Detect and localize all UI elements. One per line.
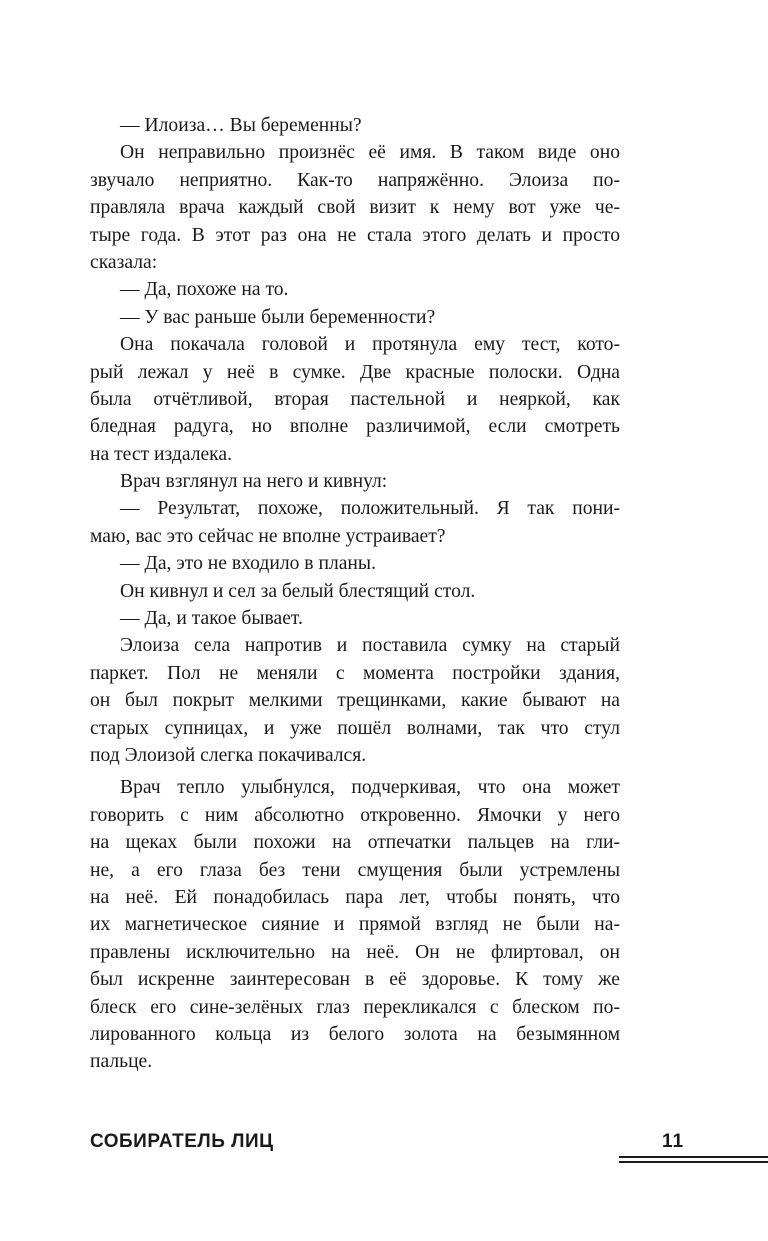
text-line: была отчётливой, вторая пастельной и неяркой, как: [90, 388, 620, 410]
text-line: — Да, похоже на то.: [120, 279, 289, 301]
text-line: он был покрыт мелкими трещинками, какие бывают на: [90, 690, 620, 712]
text-line: не, а его глаза без тени смущения были устремлены: [90, 859, 620, 881]
page-body-text: [90, 112, 620, 1076]
text-line: был искренне заинтересован в её здоровье. К тому же: [90, 969, 620, 991]
footer-rule-bottom: [619, 1161, 768, 1163]
text-line: Он кивнул и сел за белый блестящий стол.: [120, 580, 476, 602]
text-line: Врач тепло улыбнулся, подчеркивая, что она может: [120, 777, 620, 799]
text-line: — Результат, похоже, положительный. Я так пони-: [120, 498, 620, 520]
paragraph: [90, 331, 620, 468]
paragraph: [90, 632, 620, 769]
paragraph: [90, 774, 620, 1075]
text-line: рый лежал у неё в сумке. Две красные полоски. Одна: [90, 361, 620, 383]
paragraph: [90, 139, 620, 276]
text-line: правлены исключительно на неё. Он не флиртовал, он: [90, 941, 620, 963]
paragraph: [90, 495, 620, 550]
text-line: — Да, это не входило в планы.: [120, 553, 376, 575]
text-line: Элоиза села напротив и поставила сумку на старый: [120, 635, 620, 657]
text-line: на тест издалека.: [90, 443, 232, 465]
page-number: 11: [662, 1131, 685, 1152]
paragraph: [90, 468, 620, 495]
text-line: паркет. Пол не меняли с момента постройки здания,: [90, 662, 620, 684]
text-line: на щеках были похожи на отпечатки пальцев на гли-: [90, 832, 620, 854]
running-footer-title: СОБИРАТЕЛЬ ЛИЦ: [90, 1131, 274, 1152]
text-line: сказала:: [90, 251, 158, 273]
text-line: звучало неприятно. Как-то напряжённо. Элоиза по-: [90, 169, 620, 191]
text-line: тыре года. В этот раз она не стала этого делать и просто: [90, 224, 620, 246]
text-line: говорить с ним абсолютно откровенно. Ямочки у него: [90, 804, 620, 826]
text-line: — Илоиза… Вы беременны?: [120, 115, 362, 136]
text-line: блеск его сине-зелёных глаз перекликался с блеском по-: [90, 996, 620, 1018]
text-line: — У вас раньше были беременности?: [120, 306, 436, 328]
paragraph: [90, 605, 620, 632]
text-line: на неё. Ей понадобилась пара лет, чтобы понять, что: [90, 886, 620, 908]
paragraph: [90, 550, 620, 577]
paragraph: [90, 112, 620, 139]
text-line: старых супницах, и уже пошёл волнами, так что стул: [90, 717, 620, 739]
text-line: пальце.: [90, 1051, 153, 1073]
text-line: под Элоизой слегка покачивался.: [90, 744, 367, 766]
paragraph: [90, 578, 620, 605]
footer-rule-top: [619, 1156, 768, 1158]
text-line: их магнетическое сияние и прямой взгляд не были на-: [90, 914, 620, 936]
text-line: правляла врача каждый свой визит к нему вот уже че-: [90, 197, 620, 219]
text-line: — Да, и такое бывает.: [120, 608, 303, 630]
paragraph: [90, 276, 620, 303]
text-line: бледная радуга, но вполне различимой, если смотреть: [90, 416, 620, 438]
text-line: Она покачала головой и протянула ему тест, кото-: [120, 334, 620, 356]
text-line: Врач взглянул на него и кивнул:: [120, 471, 388, 493]
text-line: маю, вас это сейчас не вполне устраивает?: [90, 525, 446, 547]
text-line: лированного кольца из белого золота на безымянном: [90, 1023, 620, 1045]
paragraph: [90, 304, 620, 331]
text-line: Он неправильно произнёс её имя. В таком виде оно: [120, 142, 620, 164]
